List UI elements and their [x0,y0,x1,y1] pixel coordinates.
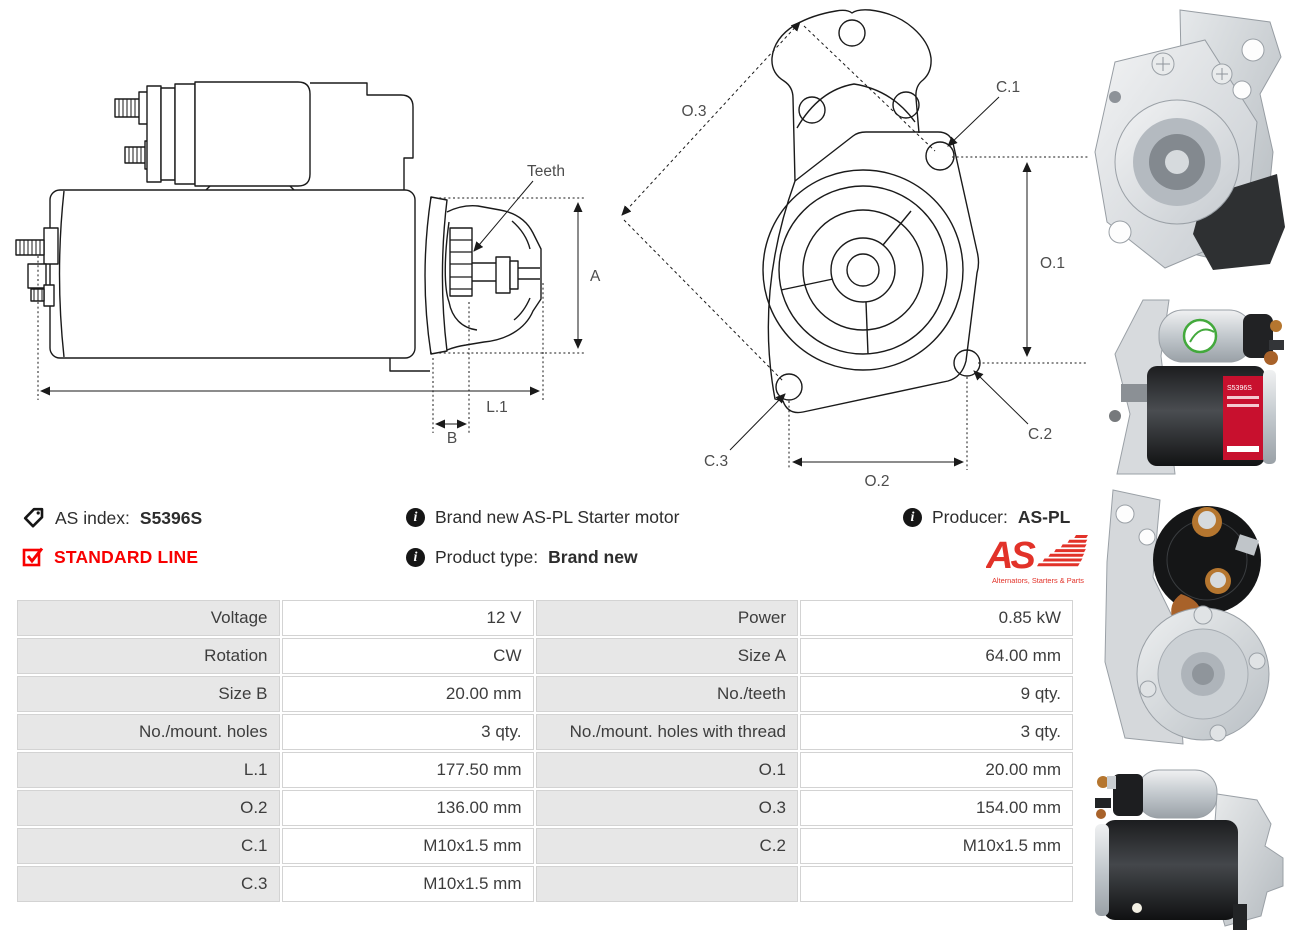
product-type-label: Product type: [435,547,539,567]
dim-label-l1: L.1 [486,399,508,416]
spec-value-cell: 154.00 mm [800,790,1073,826]
spec-label-cell: Power [536,600,799,636]
label-line [1227,404,1259,407]
spec-label-cell: Size A [536,638,799,674]
brand-new-text: Brand new AS-PL Starter motor [435,507,680,527]
label-line [1227,396,1259,399]
dim-label-c1: C.1 [995,79,1021,96]
terminal-nut [1107,776,1116,789]
solenoid-cap [1113,774,1143,816]
as-index-line [22,506,202,529]
label-line [1227,446,1259,452]
logo-tagline: Alternators, Starters & Parts [991,576,1085,585]
spec-value-cell: 12 V [282,600,534,636]
eco-sticker [1184,320,1216,352]
spec-label-cell: Voltage [17,600,280,636]
solenoid-cap [1243,314,1273,358]
spec-label-cell: O.3 [536,790,799,826]
spec-value-cell: M10x1.5 mm [800,828,1073,864]
logo-text: AS [986,535,1033,577]
brand-new-line [406,506,679,528]
spec-label-cell: C.2 [536,828,799,864]
starter-front-outline [763,10,980,413]
spec-value-cell [800,866,1073,902]
spec-value-cell: M10x1.5 mm [282,828,534,864]
product-photo-side-view [1085,296,1289,478]
dim-label-a: A [590,268,601,285]
dim-label-o2: O.2 [864,473,890,490]
spec-label-cell: L.1 [17,752,280,788]
standard-line-badge [22,546,198,568]
spec-label-cell: No./mount. holes [17,714,280,750]
spec-label-cell: O.1 [536,752,799,788]
starter-side-outline [16,82,541,371]
mount-hole [1109,221,1131,243]
spec-label-cell: O.2 [17,790,280,826]
front-view-technical-drawing [598,0,1098,492]
info-icon: i [406,548,425,567]
terminal-nut [1210,572,1226,588]
terminal [1095,798,1111,808]
mount-hole [1139,529,1155,545]
as-pl-logo [986,531,1090,587]
pinion [1121,384,1147,402]
rivet [1109,91,1121,103]
shaft [1109,410,1121,422]
mount-hole [1116,505,1134,523]
checkbox-checked-icon [22,546,44,568]
spec-label-cell: Size B [17,676,280,712]
product-type-line [406,546,638,568]
as-index-value: S5396S [139,507,203,528]
table-row [17,866,1073,902]
mount-hole [1242,39,1264,61]
spec-value-cell: 3 qty. [800,714,1073,750]
spec-value-cell: 20.00 mm [282,676,534,712]
dim-label-o3: O.3 [681,103,707,120]
spec-value-cell: M10x1.5 mm [282,866,534,902]
spec-value-cell: 0.85 kW [800,600,1073,636]
mount-hole [1233,81,1251,99]
table-row [17,790,1073,826]
table-row [17,714,1073,750]
spec-value-cell: 20.00 mm [800,752,1073,788]
dim-label-c2: C.2 [1027,426,1053,443]
standard-line-label: STANDARD LINE [54,547,199,567]
motor-body [1103,820,1238,920]
spec-label-cell: No./mount. holes with thread [536,714,799,750]
table-row [17,638,1073,674]
table-row [17,828,1073,864]
spec-value-cell: 177.50 mm [282,752,534,788]
product-photo-front-view [1085,2,1289,292]
dim-label-c3: C.3 [703,453,729,470]
terminal [1269,340,1284,350]
dim-label-o1: O.1 [1040,255,1065,272]
center-bolt [1192,663,1214,685]
product-photo-side-view-2 [1085,758,1289,934]
table-row [17,752,1073,788]
side-view-technical-drawing [0,0,620,470]
info-icon: i [903,508,922,527]
producer-value: AS-PL [1017,507,1071,527]
copper-braid [1096,809,1106,819]
teeth-label: Teeth [527,163,565,180]
producer-label: Producer: [932,507,1008,527]
spec-label-cell: No./teeth [536,676,799,712]
spec-label-cell: Rotation [17,638,280,674]
product-photo-rear-view [1085,482,1289,754]
spec-value-cell: CW [282,638,534,674]
spec-label-cell [536,866,799,902]
dim-label-b: B [446,430,458,447]
as-index-label: AS index: [55,507,130,528]
tag-icon [22,506,45,529]
terminal-nut [1198,511,1216,529]
vent-plug [1132,903,1142,913]
spec-table [15,598,1075,904]
spec-label-cell: C.1 [17,828,280,864]
spec-value-cell: 3 qty. [282,714,534,750]
product-label-text: S5396S [1227,385,1252,392]
table-row [17,676,1073,712]
spec-value-cell: 64.00 mm [800,638,1073,674]
spec-label-cell: C.3 [17,866,280,902]
lever [1233,904,1247,930]
product-type-value: Brand new [548,547,638,567]
copper-braid [1264,351,1278,365]
spec-value-cell: 136.00 mm [282,790,534,826]
spec-value-cell: 9 qty. [800,676,1073,712]
solenoid [1137,770,1217,818]
shaft-end [1165,150,1189,174]
end-ring [1263,370,1276,464]
logo-stripes [1037,535,1090,566]
producer-line [903,506,1070,528]
table-row [17,600,1073,636]
end-ring [1095,824,1109,916]
terminal [1270,320,1282,332]
info-icon: i [406,508,425,527]
